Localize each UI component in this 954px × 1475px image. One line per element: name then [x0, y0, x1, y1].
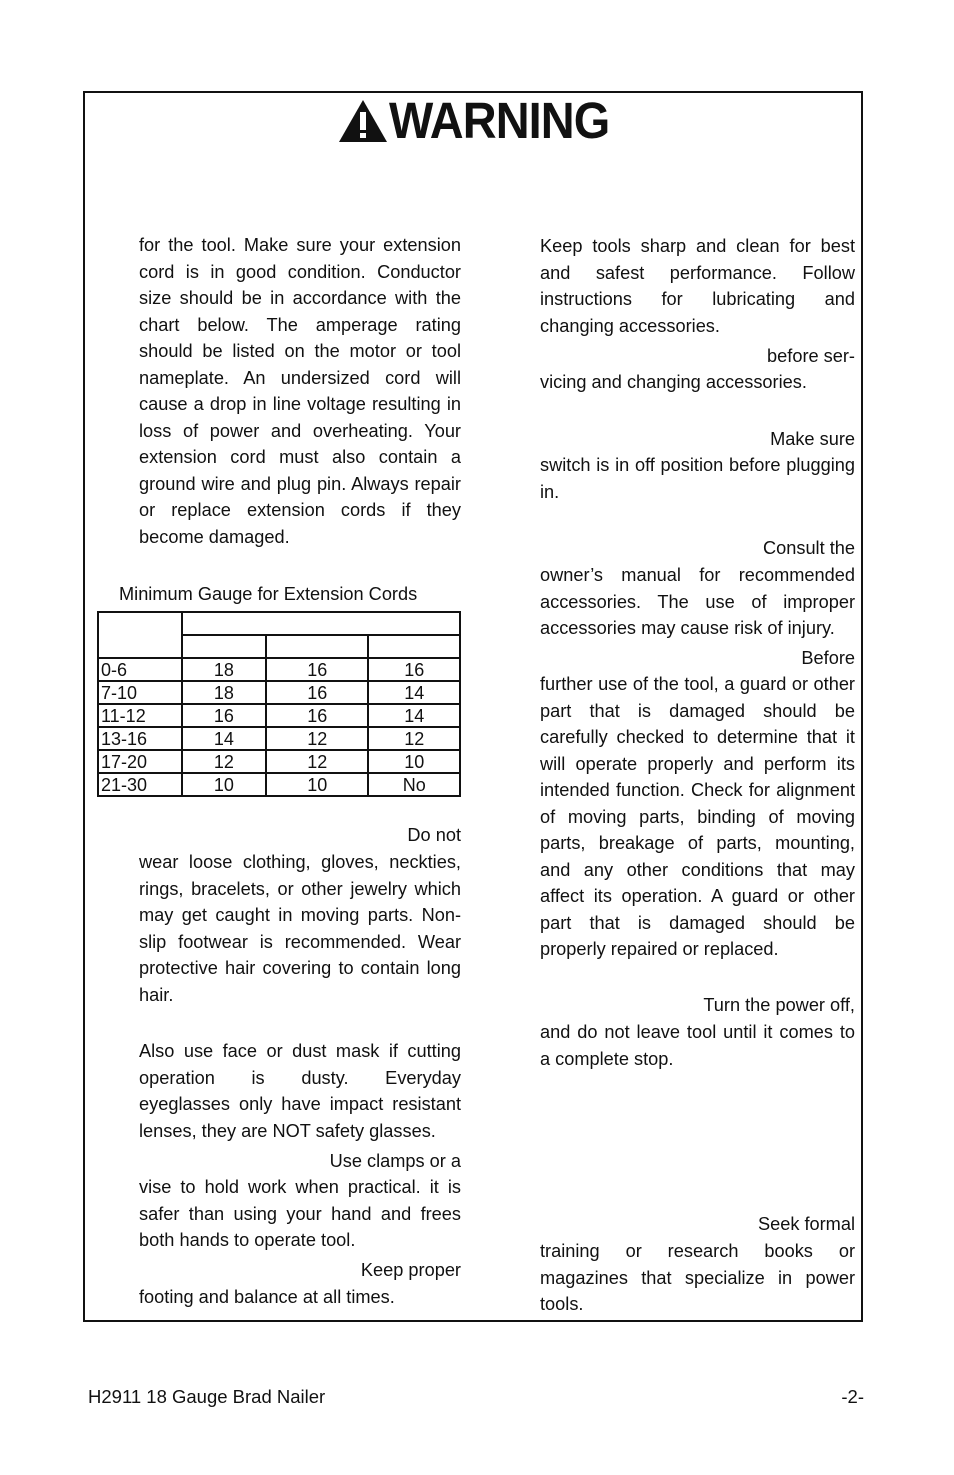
- warning-title: WARNING: [389, 92, 610, 149]
- disconnect-paragraph: vicing and changing accessories.: [540, 372, 807, 392]
- footing-paragraph: footing and balance at all times.: [139, 1287, 395, 1307]
- warning-triangle-icon: [337, 98, 389, 144]
- table-cell: 10: [368, 750, 460, 773]
- maintenance-paragraph: Keep tools sharp and clean for best and safest performance. Follow instructions for lubricating and changing accessories.: [540, 236, 855, 336]
- table-row: [98, 681, 460, 704]
- eye-protection-paragraph: Also use face or dust mask if cutting operation is dusty. Everyday eyeglasses only have impact resistant lenses, they are NOT safety glasses.: [139, 1041, 461, 1141]
- table-cell: 12: [368, 727, 460, 750]
- accessories-paragraph: owner’s manual for recommended accessories. The use of improper accessories may cause risk of injury.: [540, 565, 855, 638]
- table-row: [98, 658, 460, 681]
- power-off-lead: Turn the power off,: [703, 995, 855, 1015]
- table-header-cell: [266, 635, 368, 658]
- accessories-lead: Consult the: [762, 538, 855, 558]
- table-cell: 7-10: [98, 681, 182, 704]
- table-row: [98, 773, 460, 796]
- table-cell: 14: [182, 727, 267, 750]
- table-header-row: [98, 612, 460, 635]
- table-cell: 17-20: [98, 750, 182, 773]
- damaged-parts-lead: Before: [801, 648, 855, 668]
- table-cell: 16: [368, 658, 460, 681]
- gauge-table: [97, 611, 461, 797]
- clothing-paragraph: wear loose clothing, gloves, neckties, rings, bracelets, or other jewelry which may get caught in moving parts. Non-slip footwear is recommended. Wear protective hair covering to contain long hair.: [139, 852, 461, 1005]
- footer-product-name: H2911 18 Gauge Brad Nailer: [88, 1386, 326, 1407]
- table-cell: 10: [266, 773, 368, 796]
- switch-paragraph: switch is in off position before plugging in.: [540, 455, 855, 502]
- footing-lead: Keep proper: [360, 1260, 461, 1280]
- table-cell: 12: [182, 750, 267, 773]
- warning-box: [83, 91, 863, 1322]
- table-cell: 16: [182, 704, 267, 727]
- table-cell: 18: [182, 658, 267, 681]
- table-header-cell: [182, 635, 267, 658]
- table-cell: 16: [266, 681, 368, 704]
- training-paragraph: training or research books or magazines that specialize in power tools.: [540, 1241, 855, 1314]
- switch-lead: Make sure: [770, 429, 855, 449]
- table-header-cell: [182, 612, 460, 635]
- footer-page-number: -2-: [841, 1386, 864, 1407]
- table-cell: 11-12: [98, 704, 182, 727]
- table-cell: 0-6: [98, 658, 182, 681]
- clamps-paragraph: vise to hold work when practical. it is safer than using your hand and frees both hands to operate tool.: [139, 1177, 461, 1250]
- warning-header: [85, 93, 861, 153]
- disconnect-lead: before ser-: [767, 346, 855, 366]
- extension-cord-paragraph: for the tool. Make sure your extension cord is in good condition. Conductor size should be in accordance with the chart below. The amperage rating should be listed on the motor or tool nameplate. An undersized cord will cause a drop in line voltage resulting in loss of power and overheating. Your extension cord must also contain a ground wire and plug pin. Always repair or replace extension cords if they become damaged.: [139, 235, 461, 547]
- damaged-parts-paragraph: further use of the tool, a guard or other part that is damaged should be carefully checked to determine that it will operate properly and perform its intended function. Check for alignment of moving parts, binding of moving parts, breakage of parts, mounting, and any other conditions that may affect its operation. A guard or other part that is damaged should be properly repaired or replaced.: [540, 674, 855, 959]
- table-cell: 18: [182, 681, 267, 704]
- table-row: [98, 727, 460, 750]
- table-cell: 13-16: [98, 727, 182, 750]
- table-cell: No: [368, 773, 460, 796]
- training-lead: Seek formal: [757, 1214, 855, 1234]
- clamps-lead: Use clamps or a: [329, 1151, 461, 1171]
- table-cell: 16: [266, 704, 368, 727]
- power-off-paragraph: and do not leave tool until it comes to a complete stop.: [540, 1022, 855, 1069]
- table-cell: 12: [266, 727, 368, 750]
- table-header-cell: [368, 635, 460, 658]
- table-header-cell: [98, 612, 182, 658]
- table-cell: 12: [266, 750, 368, 773]
- table-row: [98, 704, 460, 727]
- table-cell: 14: [368, 704, 460, 727]
- table-cell: 16: [266, 658, 368, 681]
- table-cell: 14: [368, 681, 460, 704]
- clothing-lead: Do not: [407, 825, 461, 845]
- table-cell: 10: [182, 773, 267, 796]
- table-cell: 21-30: [98, 773, 182, 796]
- table-caption: Minimum Gauge for Extension Cords: [119, 584, 418, 604]
- table-row: [98, 750, 460, 773]
